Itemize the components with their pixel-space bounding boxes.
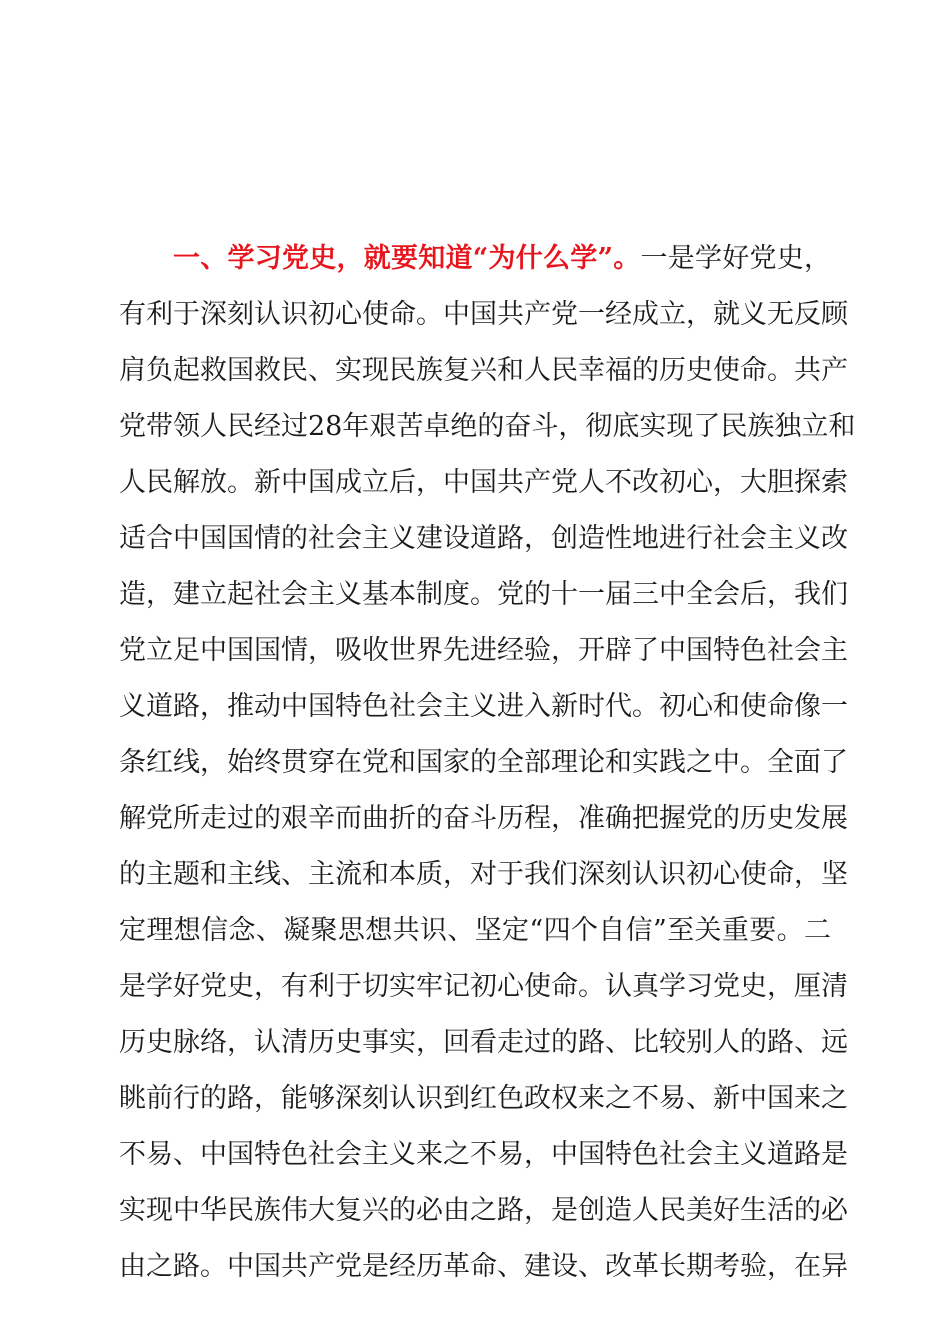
section-heading: 一、学习党史，就要知道“为什么学”。 — [173, 243, 641, 274]
text-line: 适合中国国情的社会主义建设道路，创造性地进行社会主义改 — [119, 523, 848, 554]
body-paragraph — [119, 231, 856, 1295]
text-line: 解党所走过的艰辛而曲折的奋斗历程，准确把握党的历史发展 — [119, 803, 848, 834]
text-line: 眺前行的路，能够深刻认识到红色政权来之不易、新中国来之 — [119, 1083, 848, 1114]
text-line: 造，建立起社会主义基本制度。党的十一届三中全会后，我们 — [119, 579, 848, 610]
text-line: 条红线，始终贯穿在党和国家的全部理论和实践之中。全面了 — [119, 747, 848, 778]
text-line: 是学好党史，有利于切实牢记初心使命。认真学习党史，厘清 — [119, 971, 848, 1002]
text-line: 不易、中国特色社会主义来之不易，中国特色社会主义道路是 — [119, 1139, 848, 1170]
text-line: 的主题和主线、主流和本质，对于我们深刻认识初心使命，坚 — [119, 859, 848, 890]
text-line: 由之路。中国共产党是经历革命、建设、改革长期考验，在异 — [119, 1251, 848, 1282]
paragraph-first-line — [119, 231, 831, 287]
text-line: 实现中华民族伟大复兴的必由之路，是创造人民美好生活的必 — [119, 1195, 848, 1226]
text-line: 历史脉络，认清历史事实，回看走过的路、比较别人的路、远 — [119, 1027, 848, 1058]
first-line-text: 一是学好党史， — [640, 243, 831, 274]
text-line: 义道路，推动中国特色社会主义进入新时代。初心和使命像一 — [119, 691, 848, 722]
text-line: 党立足中国国情，吸收世界先进经验，开辟了中国特色社会主 — [119, 635, 848, 666]
text-line: 有利于深刻认识初心使命。中国共产党一经成立，就义无反顾 — [119, 299, 848, 330]
text-line: 人民解放。新中国成立后，中国共产党人不改初心，大胆探索 — [119, 467, 848, 498]
text-line: 肩负起救国救民、实现民族复兴和人民幸福的历史使命。共产 — [119, 355, 848, 386]
text-line: 定理想信念、凝聚思想共识、坚定“四个自信”至关重要。二 — [119, 915, 831, 946]
text-line: 党带领人民经过28年艰苦卓绝的奋斗，彻底实现了民族独立和 — [119, 411, 856, 442]
